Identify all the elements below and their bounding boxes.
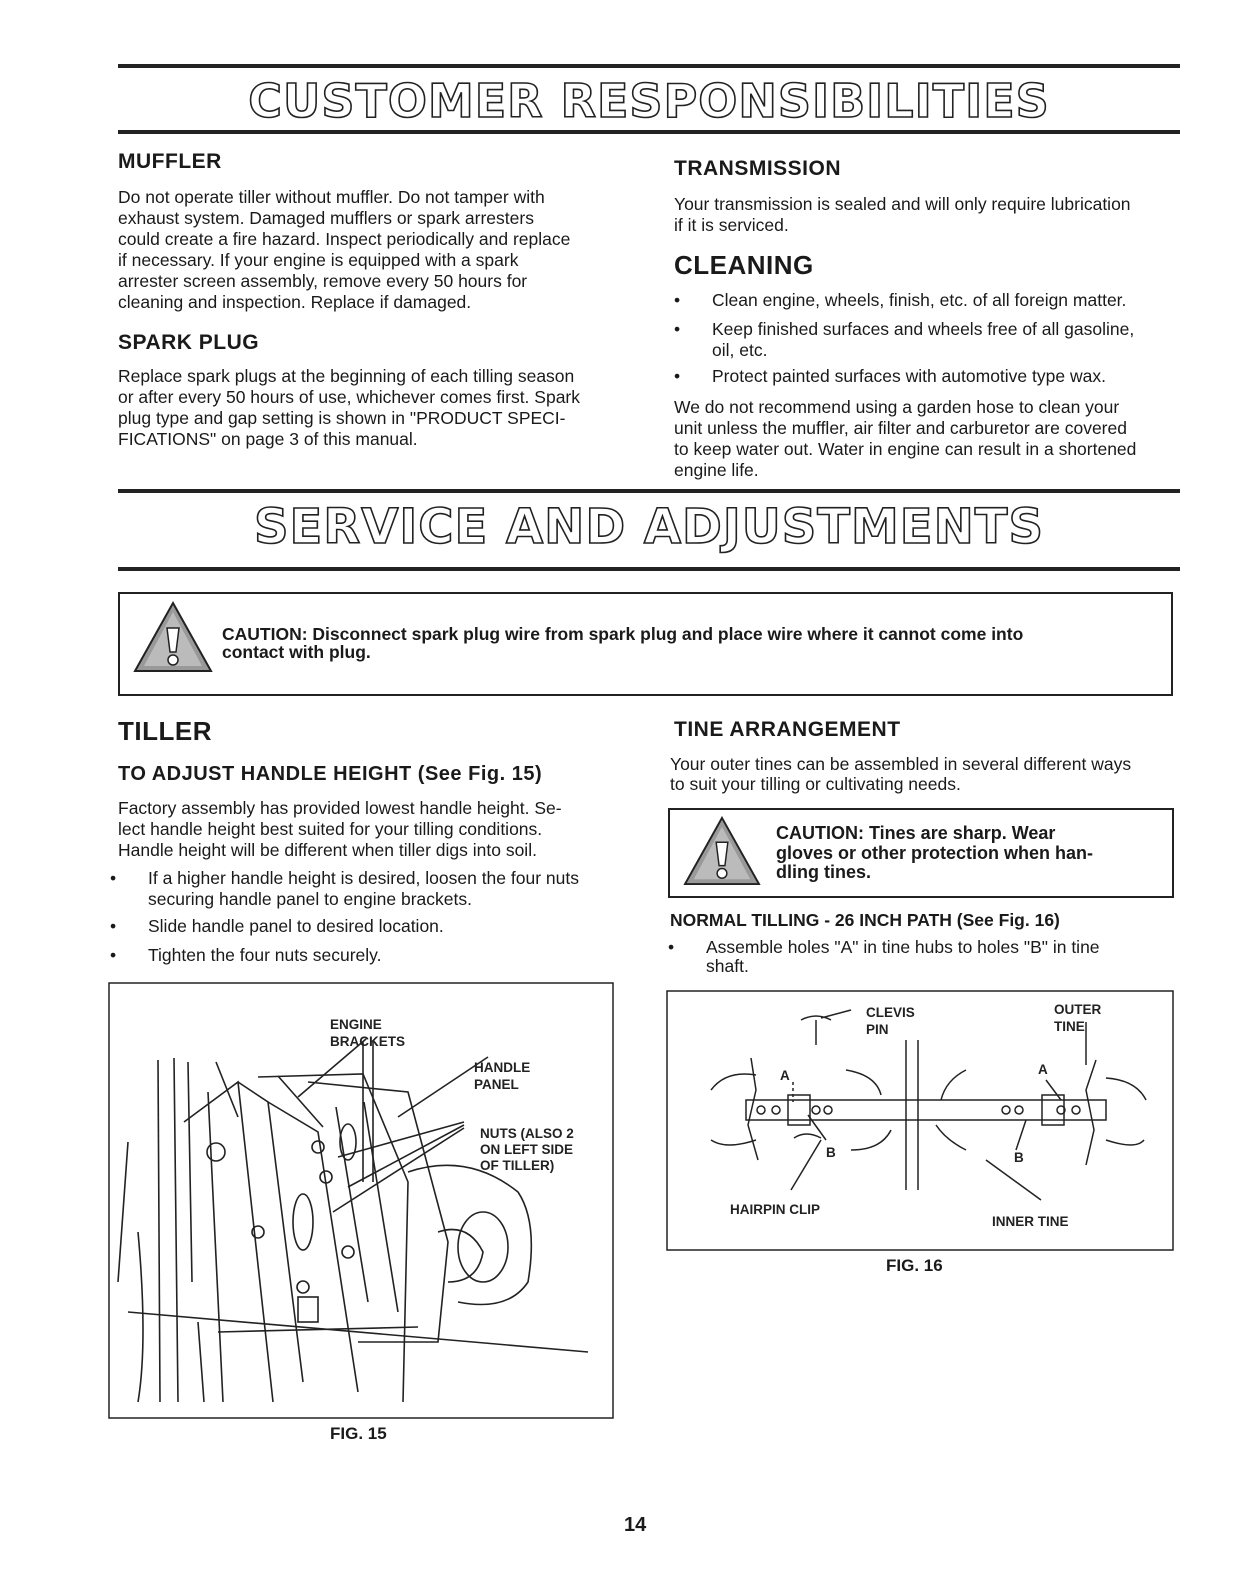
text-line: arrester screen assembly, remove every 50 hours for [118,271,528,291]
tiller-heading: TILLER [118,716,212,746]
text-line: FICATIONS" on page 3 of this manual. [118,429,418,449]
bullet-text: Clean engine, wheels, finish, etc. of all foreign matter. [712,290,1127,310]
text-line: could create a fire hazard. Inspect periodically and replace [118,229,571,249]
text-line: if it is serviced. [674,215,789,235]
cleaning-heading: CLEANING [674,250,814,280]
fig16-diagram [666,990,1174,1251]
page-number: 14 [624,1514,647,1536]
tine-caution-line: gloves or other protection when han- [776,843,1094,863]
hairpin-clip-label: HAIRPIN CLIP [730,1202,821,1217]
bullet-dot: • [110,945,117,965]
warning-triangle-icon [682,815,762,887]
top-rule [118,64,1180,68]
transmission-heading: TRANSMISSION [674,157,842,180]
caution-text-line: contact with plug. [222,642,371,662]
text-line: Handle height will be different when tiller digs into soil. [118,840,537,860]
tine-caution-line: CAUTION: Tines are sharp. Wear [776,823,1056,843]
cleaning-bullet-2 [674,319,1184,363]
tine-bullet [668,937,1188,981]
text-line: Factory assembly has provided lowest handle height. Se- [118,798,562,818]
bullet-text: securing handle panel to engine brackets. [148,889,472,909]
caution-text-line: CAUTION: Disconnect spark plug wire from spark plug and place wire where it cannot come into [222,624,1024,644]
bullet-text: Slide handle panel to desired location. [148,916,444,936]
tiller-bullet-1 [110,868,630,912]
hole-a-label: A [1038,1062,1048,1077]
hole-a-label: A [780,1068,790,1083]
text-line: unit unless the muffler, air filter and carburetor are covered [674,418,1127,438]
inner-tine-label: INNER TINE [992,1214,1069,1229]
warning-triangle-icon [132,600,214,674]
fig16-caption: FIG. 16 [886,1256,943,1275]
bullet-dot: • [674,366,681,386]
service-adjustments-title: SERVICE AND ADJUSTMENTS [253,499,1045,555]
bullet-dot: • [668,937,675,957]
bullet-text: shaft. [706,956,749,976]
text-line: or after every 50 hours of use, whichever comes first. Spark [118,387,580,407]
bullet-dot: • [674,319,681,339]
handle-panel-label: PANEL [474,1077,519,1092]
text-line: Do not operate tiller without muffler. Do not tamper with [118,187,545,207]
service-top-rule [118,489,1180,493]
tine-caution-line: dling tines. [776,862,872,882]
bullet-dot: • [674,290,681,310]
nuts-label: OF TILLER) [480,1158,555,1173]
hole-b-label: B [826,1145,836,1160]
spark-plug-heading: SPARK PLUG [118,331,260,354]
fig15-diagram [108,982,614,1419]
text-line: Your outer tines can be assembled in several different ways [670,754,1132,774]
text-line: to suit your tilling or cultivating needs. [670,774,961,794]
tine-arrangement-heading: TINE ARRANGEMENT [674,718,901,741]
clevis-pin-label: PIN [866,1022,889,1037]
bullet-text: Keep finished surfaces and wheels free of all gasoline, [712,319,1135,339]
handle-height-heading: TO ADJUST HANDLE HEIGHT (See Fig. 15) [118,763,543,785]
bullet-text: Tighten the four nuts securely. [148,945,382,965]
text-line: exhaust system. Damaged mufflers or spark arresters [118,208,534,228]
nuts-label: NUTS (ALSO 2 [480,1126,574,1141]
text-line: if necessary. If your engine is equipped with a spark [118,250,519,270]
outer-tine-label: TINE [1054,1019,1085,1034]
muffler-heading: MUFFLER [118,150,222,173]
bullet-text: oil, etc. [712,340,768,360]
handle-panel-label: HANDLE [474,1060,531,1075]
engine-brackets-label: ENGINE [330,1017,382,1032]
text-line: Replace spark plugs at the beginning of each tilling season [118,366,575,386]
text-line: Your transmission is sealed and will only require lubrication [674,194,1131,214]
bullet-text: Assemble holes "A" in tine hubs to holes "B" in tine [706,937,1100,957]
text-line: lect handle height best suited for your tilling conditions. [118,819,543,839]
bullet-dot: • [110,916,117,936]
text-line: We do not recommend using a garden hose to clean your [674,397,1120,417]
clevis-pin-label: CLEVIS [866,1005,915,1020]
text-line: engine life. [674,460,759,480]
nuts-label: ON LEFT SIDE [480,1142,574,1157]
fig15-caption: FIG. 15 [330,1424,387,1443]
text-line: plug type and gap setting is shown in "PRODUCT SPECI- [118,408,566,428]
bullet-dot: • [110,868,117,888]
hole-b-label: B [1014,1150,1024,1165]
service-title-underline [118,567,1180,571]
text-line: cleaning and inspection. Replace if damaged. [118,292,472,312]
bullet-text: Protect painted surfaces with automotive type wax. [712,366,1106,386]
bullet-text: If a higher handle height is desired, loosen the four nuts [148,868,579,888]
normal-tilling-heading: NORMAL TILLING - 26 INCH PATH (See Fig. 16) [670,910,1060,930]
outer-tine-label: OUTER [1054,1002,1102,1017]
engine-brackets-label: BRACKETS [330,1034,406,1049]
text-line: to keep water out. Water in engine can result in a shortened [674,439,1137,459]
customer-responsibilities-title: CUSTOMER RESPONSIBILITIES [248,74,1050,128]
title-underline [118,130,1180,134]
